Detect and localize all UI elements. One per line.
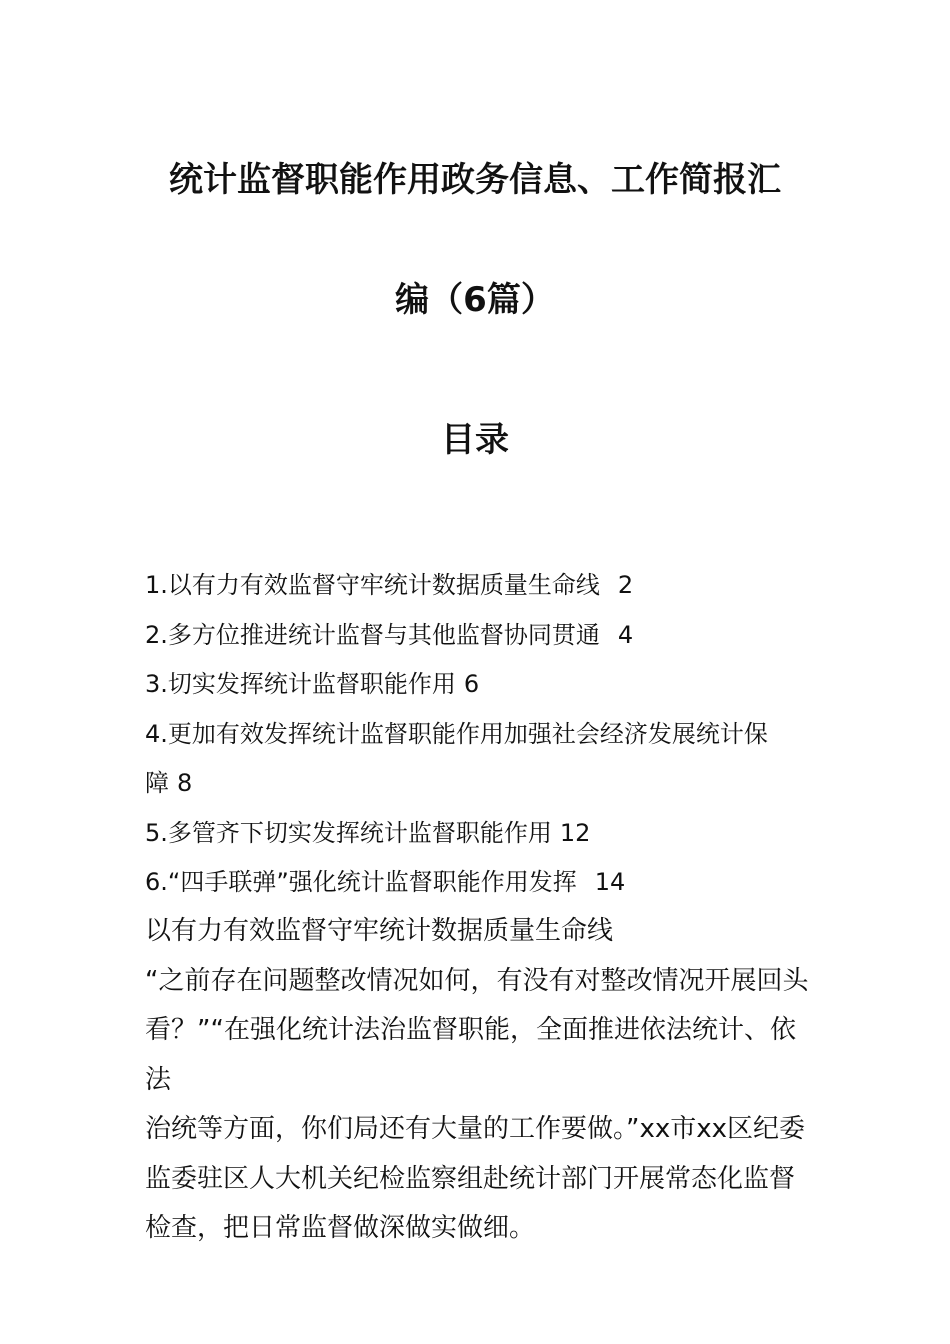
toc-item-title: 5.多管齐下切实发挥统计监督职能作用 [145,818,552,847]
article-body [145,907,815,1254]
document-title-line-2: 编（6篇） [395,280,555,320]
toc-item[interactable] [145,858,815,908]
toc-item-title: 3.切实发挥统计监督职能作用 [145,670,456,698]
toc-heading: 目录 [441,420,509,460]
toc-item-page: 6 [463,670,480,698]
toc-item-page: 12 [559,818,591,847]
toc-item-title: 1.以有力有效监督守牢统计数据质量生命线 [145,571,600,599]
toc-item-page: 4 [617,620,634,649]
toc-item-title: 2.多方位推进统计监督与其他监督协同贯通 [145,620,600,649]
article-line: “之前存在问题整改情况如何，有没有对整改情况开展回头 [145,965,809,996]
article-heading: 以有力有效监督守牢统计数据质量生命线 [145,916,614,946]
toc-item-title: 6.“四手联弹”强化统计监督职能作用发挥 [145,868,577,896]
toc-item-title-line-1: 4.更加有效发挥统计监督职能作用加强社会经济发展统计保 [145,719,768,748]
article-line: 检查，把日常监督做深做实做细。 [145,1213,536,1243]
toc-item[interactable] [145,660,815,710]
toc-item-page: 8 [177,769,193,797]
toc-item-page: 2 [617,571,634,599]
table-of-contents [145,561,815,908]
article-line: 看？”“在强化统计法治监督职能，全面推进依法统计、依法 [145,1015,796,1095]
toc-item-page: 14 [594,868,626,896]
toc-item[interactable] [145,611,815,661]
article-line: 治统等方面，你们局还有大量的工作要做。”xx市xx区纪委 [145,1114,806,1144]
toc-item-title-line-2: 障 [145,769,169,797]
toc-item[interactable] [145,710,815,809]
toc-item[interactable] [145,809,815,859]
document-title-line-1: 统计监督职能作用政务信息、工作简报汇 [169,160,781,200]
toc-item[interactable] [145,561,815,611]
article-line: 监委驻区人大机关纪检监察组赴统计部门开展常态化监督 [145,1163,796,1194]
